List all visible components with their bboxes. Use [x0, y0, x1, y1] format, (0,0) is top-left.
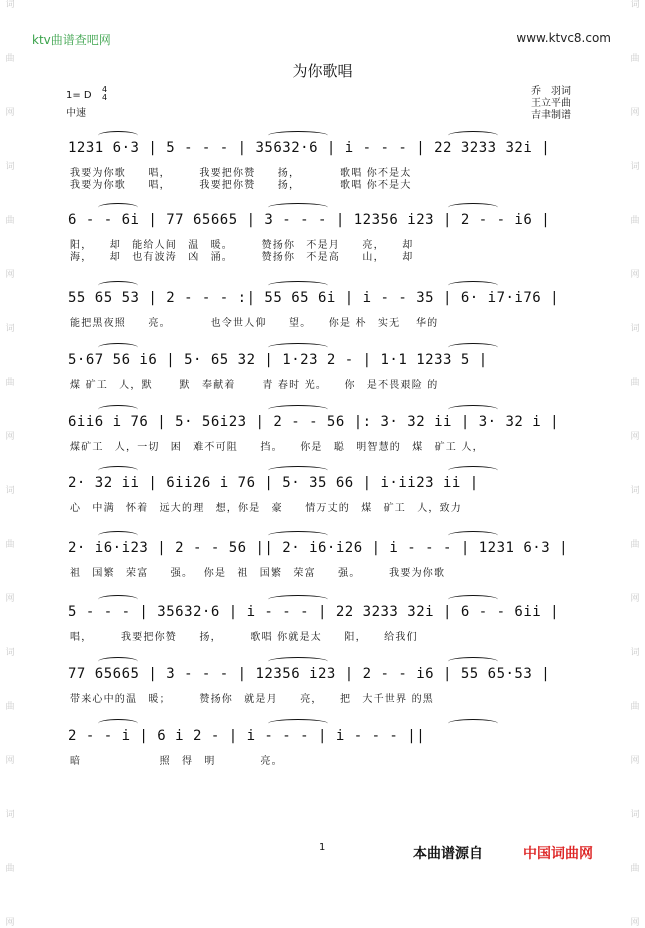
time-denominator: 4 — [102, 93, 108, 102]
watermark-char: 网 — [5, 108, 15, 118]
slur-mark — [448, 466, 498, 475]
watermark-char: 曲 — [5, 378, 15, 388]
watermark-char: 网 — [630, 918, 640, 928]
notation-line: 5·67 56 i6 | 5· 65 32 | 1·23 2 - | 1·1 1233 5 | — [68, 352, 488, 368]
watermark-char: 曲 — [630, 216, 640, 226]
watermark-char: 曲 — [630, 378, 640, 388]
watermark-char: 词 — [5, 324, 15, 334]
watermark-char: 词 — [5, 810, 15, 820]
watermark-char: 词 — [630, 162, 640, 172]
watermark-char: 网 — [630, 270, 640, 280]
watermark-char: 曲 — [630, 540, 640, 550]
watermark-char: 网 — [5, 756, 15, 766]
lyric-line: 暗 照 得 明 亮。 — [70, 756, 283, 767]
watermark-char: 曲 — [5, 540, 15, 550]
watermark-char: 词 — [630, 810, 640, 820]
watermark-char: 网 — [630, 108, 640, 118]
lyric-line: 煤矿工 人，一切 困 难不可阻 挡。 你是 聪 明智慧的 煤 矿工 人， — [70, 442, 484, 453]
slur-mark — [448, 531, 498, 540]
watermark-char: 词 — [5, 648, 15, 658]
lyric-line: 阳， 却 能给人间 温 暖。 赞扬你 不是月 亮， 却 — [70, 240, 414, 251]
slur-mark — [98, 405, 138, 414]
watermark-left — [2, 0, 18, 928]
watermark-char: 词 — [5, 0, 15, 10]
slur-mark — [98, 531, 138, 540]
key-signature: 1= D — [66, 90, 92, 101]
notation-line: 2· 32 ii | 6ii26 i 76 | 5· 35 66 | i·ii23 ii | — [68, 475, 479, 491]
watermark-char: 曲 — [630, 54, 640, 64]
slur-mark — [448, 595, 498, 604]
lyric-line: 心 中满 怀着 远大的理 想，你是 豪 情万丈的 煤 矿工 人，致力 — [70, 503, 462, 514]
watermark-char: 曲 — [630, 864, 640, 874]
notation-line: 6ii6 i 76 | 5· 56i23 | 2 - - 56 |: 3· 32 ii | 3· 32 i | — [68, 414, 560, 430]
site-url-right[interactable]: www.ktvc8.com — [516, 31, 611, 45]
source-label: 本曲谱源自 — [413, 846, 483, 862]
slur-mark — [268, 719, 328, 728]
watermark-char: 曲 — [5, 864, 15, 874]
watermark-char: 词 — [630, 486, 640, 496]
notation-line: 2 - - i | 6 i 2 - | i - - - | i - - - || — [68, 728, 426, 744]
lyric-line: 带来心中的温 暖； 赞扬你 就是月 亮， 把 大千世界 的黑 — [70, 694, 434, 705]
slur-mark — [268, 281, 328, 290]
slur-mark — [448, 203, 498, 212]
time-signature — [102, 86, 107, 102]
slur-mark — [268, 657, 328, 666]
notation-line: 1231 6·3 | 5 - - - | 35632·6 | i - - - | 22 3233 32i | — [68, 140, 551, 156]
watermark-char: 曲 — [630, 702, 640, 712]
watermark-char: 曲 — [5, 702, 15, 712]
slur-mark — [448, 343, 498, 352]
composer: 王立平曲 — [531, 98, 571, 109]
slur-mark — [448, 719, 498, 728]
slur-mark — [98, 343, 138, 352]
watermark-char: 网 — [630, 594, 640, 604]
watermark-char: 曲 — [5, 216, 15, 226]
lyric-line: 能把黑夜照 亮。 也令世人仰 望。 你是 朴 实无 华的 — [70, 318, 439, 329]
watermark-char: 词 — [630, 648, 640, 658]
notation-line: 77 65665 | 3 - - - | 12356 i23 | 2 - - i6 | 55 65·53 | — [68, 666, 551, 682]
notation-line: 5 - - - | 35632·6 | i - - - | 22 3233 32i | 6 - - 6ii | — [68, 604, 560, 620]
slur-mark — [98, 466, 138, 475]
slur-mark — [448, 657, 498, 666]
credits — [531, 86, 571, 122]
site-name-left[interactable]: ktv曲谱查吧网 — [32, 33, 111, 47]
arranger: 吉聿制谱 — [531, 110, 571, 121]
watermark-right — [627, 0, 643, 928]
slur-mark — [268, 343, 328, 352]
slur-mark — [98, 657, 138, 666]
watermark-char: 词 — [630, 0, 640, 10]
watermark-char: 网 — [5, 594, 15, 604]
slur-mark — [448, 405, 498, 414]
notation-line: 55 65 53 | 2 - - - :| 55 65 6i | i - - 35 | 6· i7·i76 | — [68, 290, 560, 306]
watermark-char: 曲 — [5, 54, 15, 64]
lyric-line: 煤 矿工 人，默 默 奉献着 青 春时 光。 你 是不畏艰险 的 — [70, 380, 439, 391]
lyric-line: 海， 却 也有波涛 凶 涌。 赞扬你 不是高 山， 却 — [70, 252, 414, 263]
lyric-line: 我要为你歌 唱， 我要把你赞 扬， 歌唱 你不是太 — [70, 168, 412, 179]
lyric-line: 我要为你歌 唱， 我要把你赞 扬， 歌唱 你不是大 — [70, 180, 412, 191]
slur-mark — [268, 466, 328, 475]
slur-mark — [268, 131, 328, 140]
notation-line: 6 - - 6i | 77 65665 | 3 - - - | 12356 i23 | 2 - - i6 | — [68, 212, 551, 228]
watermark-char: 网 — [630, 432, 640, 442]
slur-mark — [268, 405, 328, 414]
song-title: 为你歌唱 — [292, 62, 353, 80]
notation-line: 2· i6·i23 | 2 - - 56 || 2· i6·i26 | i - - - | 1231 6·3 | — [68, 540, 569, 556]
watermark-char: 词 — [5, 486, 15, 496]
slur-mark — [268, 595, 328, 604]
slur-mark — [268, 203, 328, 212]
lyricist: 乔 羽词 — [531, 86, 571, 97]
tempo-marking: 中速 — [66, 108, 86, 119]
lyric-line: 唱， 我要把你赞 扬， 歌唱 你就是太 阳， 给我们 — [70, 632, 418, 643]
slur-mark — [448, 281, 498, 290]
slur-mark — [98, 131, 138, 140]
time-numerator: 4 — [102, 85, 108, 94]
lyric-line: 祖 国繁 荣富 强。 你是 祖 国繁 荣富 强。 我要为你歌 — [70, 568, 446, 579]
slur-mark — [448, 131, 498, 140]
watermark-char: 网 — [630, 756, 640, 766]
watermark-char: 网 — [5, 270, 15, 280]
watermark-char: 网 — [5, 432, 15, 442]
slur-mark — [268, 531, 328, 540]
slur-mark — [98, 281, 138, 290]
slur-mark — [98, 719, 138, 728]
source-site[interactable]: 中国词曲网 — [523, 846, 593, 862]
watermark-char: 词 — [630, 324, 640, 334]
slur-mark — [98, 595, 138, 604]
watermark-char: 网 — [5, 918, 15, 928]
watermark-char: 词 — [5, 162, 15, 172]
page-number: 1 — [319, 842, 326, 853]
slur-mark — [98, 203, 138, 212]
